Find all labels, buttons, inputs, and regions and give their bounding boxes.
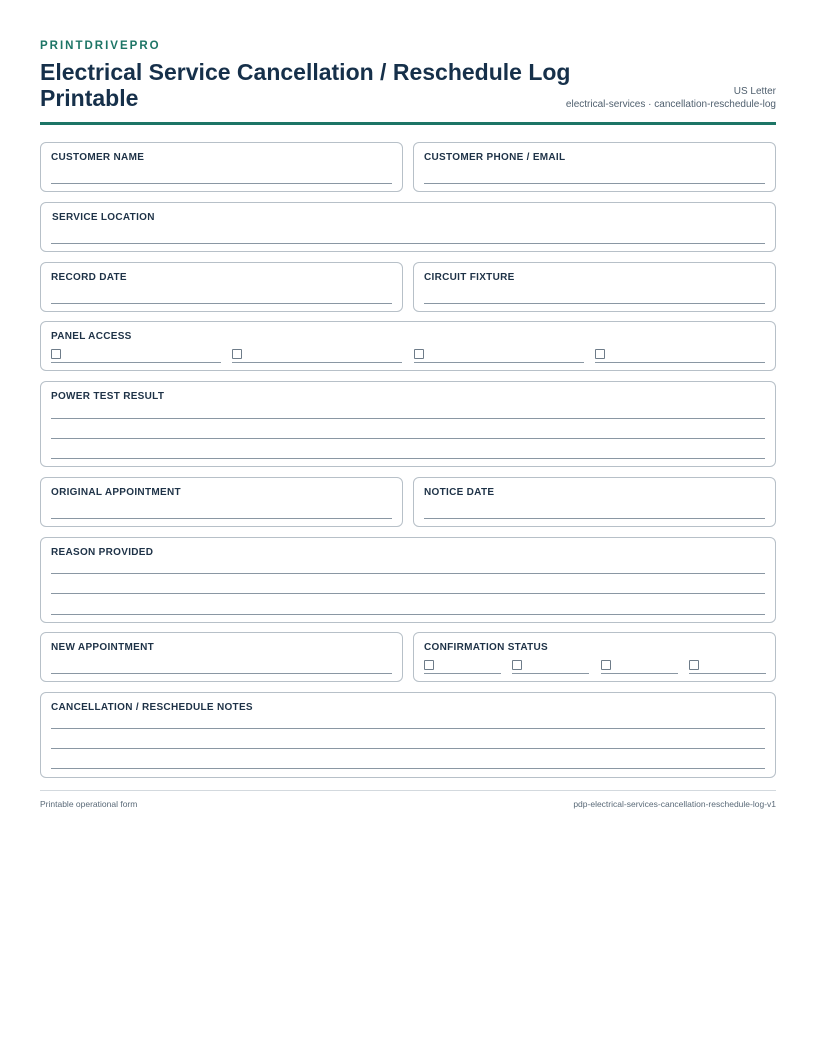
power-test-result-label: POWER TEST RESULT [51, 391, 165, 402]
power-test-line-1[interactable] [51, 418, 765, 419]
record-date-label: RECORD DATE [51, 272, 127, 283]
circuit-fixture-input-line[interactable] [424, 303, 765, 304]
circuit-fixture-label: CIRCUIT FIXTURE [424, 272, 515, 283]
confirmation-option-3[interactable] [601, 660, 678, 674]
panel-access-option-2[interactable] [232, 349, 402, 363]
footer-divider [40, 790, 776, 791]
checkbox[interactable] [595, 349, 605, 359]
reason-provided-field [40, 537, 776, 623]
checkbox[interactable] [601, 660, 611, 670]
service-location-label: SERVICE LOCATION [52, 212, 155, 223]
panel-access-option-3[interactable] [414, 349, 584, 363]
confirmation-option-4[interactable] [689, 660, 766, 674]
page-title: Electrical Service Cancellation / Reschedule Log Printable [40, 59, 571, 111]
confirmation-status-label: CONFIRMATION STATUS [424, 642, 549, 653]
original-appointment-label: ORIGINAL APPOINTMENT [51, 487, 181, 498]
checkbox[interactable] [512, 660, 522, 670]
circuit-fixture-field [413, 262, 776, 312]
confirmation-option-1[interactable] [424, 660, 501, 674]
customer-name-input-line[interactable] [51, 183, 392, 184]
power-test-result-field [40, 381, 776, 467]
service-location-field [40, 202, 776, 252]
notes-field [40, 692, 776, 778]
notes-label: CANCELLATION / RESCHEDULE NOTES [51, 702, 253, 713]
footer-description: Printable operational form [40, 799, 138, 809]
panel-access-label: PANEL ACCESS [51, 331, 132, 342]
original-appointment-field [40, 477, 403, 527]
service-location-input-line[interactable] [51, 243, 765, 244]
checkbox[interactable] [232, 349, 242, 359]
power-test-line-2[interactable] [51, 438, 765, 439]
record-date-field [40, 262, 403, 312]
notice-date-input-line[interactable] [424, 518, 765, 519]
panel-access-option-4[interactable] [595, 349, 765, 363]
confirmation-status-field [413, 632, 776, 682]
customer-name-field [40, 142, 403, 192]
customer-contact-field [413, 142, 776, 192]
record-date-input-line[interactable] [51, 303, 392, 304]
panel-access-option-1[interactable] [51, 349, 221, 363]
notes-line-3[interactable] [51, 768, 765, 769]
brand-logo-text: PRINTDRIVEPRO [40, 40, 161, 52]
original-appointment-input-line[interactable] [51, 518, 392, 519]
header-divider [40, 122, 776, 125]
checkbox[interactable] [51, 349, 61, 359]
new-appointment-field [40, 632, 403, 682]
reason-line-3[interactable] [51, 614, 765, 615]
notes-line-1[interactable] [51, 728, 765, 729]
notice-date-field [413, 477, 776, 527]
customer-contact-label: CUSTOMER PHONE / EMAIL [424, 152, 566, 163]
checkbox[interactable] [414, 349, 424, 359]
footer-form-id: pdp-electrical-services-cancellation-reschedule-log-v1 [573, 799, 776, 809]
document-slug: electrical-services · cancellation-reschedule-log [565, 99, 776, 110]
checkbox[interactable] [424, 660, 434, 670]
panel-access-field [40, 321, 776, 371]
customer-name-label: CUSTOMER NAME [51, 152, 145, 163]
notes-line-2[interactable] [51, 748, 765, 749]
paper-size-label: US Letter [733, 86, 776, 97]
reason-line-2[interactable] [51, 593, 765, 594]
document-meta [566, 85, 776, 111]
customer-contact-input-line[interactable] [424, 183, 765, 184]
power-test-line-3[interactable] [51, 458, 765, 459]
new-appointment-input-line[interactable] [51, 673, 392, 674]
confirmation-option-2[interactable] [512, 660, 589, 674]
reason-provided-label: REASON PROVIDED [51, 547, 154, 558]
reason-line-1[interactable] [51, 573, 765, 574]
checkbox[interactable] [689, 660, 699, 670]
new-appointment-label: NEW APPOINTMENT [51, 642, 155, 653]
notice-date-label: NOTICE DATE [424, 487, 495, 498]
